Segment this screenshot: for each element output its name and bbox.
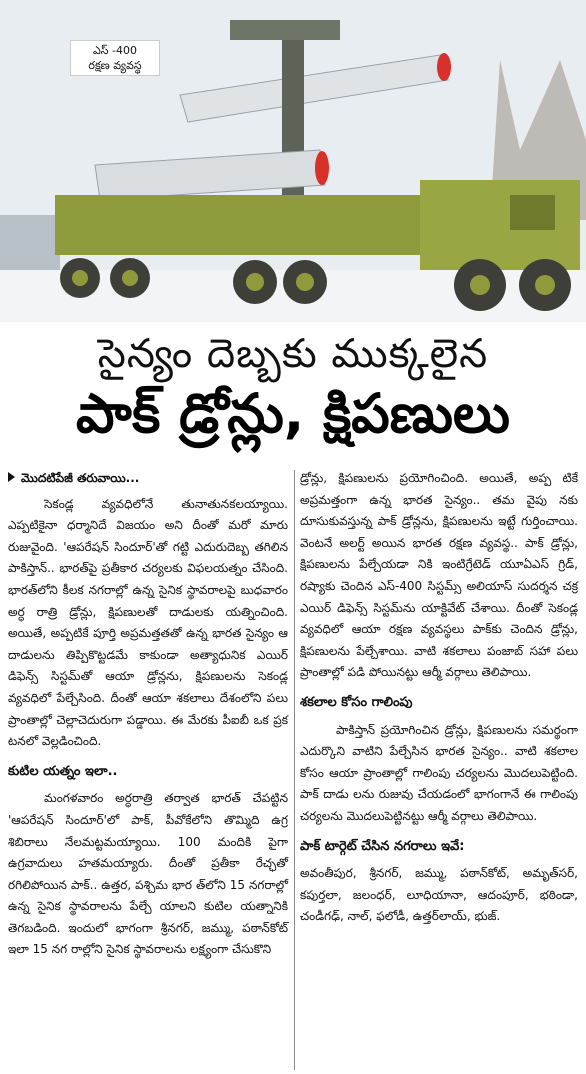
left-paragraph: సెకండ్ల వ్యవధిలోనే తునాతునకలయ్యాయి. ఎప్పటికైనా ధర్మానిదే విజయం అని దీంతో మరో మారు రుజువైంది. 'ఆపరేషన్‌ సిందూర్‌'తో గట్టి ఎదురుదెబ్బ తగిలిన పాకిస్తాన్‌.. భారత్‌పై ప్రతీకార చర్యలకు విఫలయత్నం చేసింది. భారత్‌లోని కీలక నగరాల్లో ఉన్న సైనిక స్థావరాలపై బుధవారం అర్ధ రాత్రి డ్రోన్లు, క్షిపణులతో దాడులకు యత్నించింది. అయితే, అప్పటికే పూర్తి అప్రమత్తతతో ఉన్న భారత సైన్యం ఆ దాడులను తిప్పికొట్టడమే కాకుండా అత్యాధునిక ఎయిర్‌ డిఫెన్స్‌ సిస్టమ్‌తో ఆయా డ్రోన్లను, క్షిపణులను సెకండ్ల వ్యవధిలో పేల్చేసింది. దీంతో ఆయా శకలాలు దేశంలోని పలు ప్రాంతాల్లో చెల్లాచెదురుగా పడ్డాయి. ఈ మేరకు పీఐబీ ఒక ప్రక టనలో వెల్లడించింది. <box>8 496 288 749</box>
left-paragraph-2: మంగళవారం అర్ధరాత్రి తర్వాత భారత్‌ చేపట్టిన 'ఆపరేషన్‌ సిందూర్‌'లో పాక్‌, పీవోకేలోని తొమ్మిది ఉగ్ర శిబిరాలు నేలమట్టమయ్యాయి. 100 మందికి పైగా ఉగ్రవాదులు హతమయ్యారు. దీంతో ప్రతీకా రేచ్ఛతో రగిలిపోయిన పాక్‌.. ఉత్తర, పశ్చిమ భార త్‌లోని 15 నగరాల్లో ఉన్న సైనిక స్థావరాలను పేల్చే యాలని కుటిల యత్నానికి తెగబడింది. ఇందులో భాగంగా శ్రీనగర్‌, జమ్ము, పఠాన్‌కోట్‌ ఇలా 15 నగ రాల్లోని సైనిక స్థావరాలను లక్ష్యంగా చేసుకొని <box>8 791 288 957</box>
right-column <box>300 468 578 928</box>
kicker-text: మొదటిపేజీ తరువాయి... <box>21 471 140 485</box>
continued-kicker <box>8 468 288 490</box>
caption-line-1: ఎస్‌ -400 <box>92 44 137 57</box>
headline-line-2: పాక్‌ డ్రోన్లు, క్షిపణులు <box>76 382 510 445</box>
column-divider <box>294 470 295 1070</box>
triangle-arrow-icon <box>8 472 15 482</box>
right-paragraph-2: పాకిస్తాన్‌ ప్రయోగించిన డ్రోన్లు, క్షిపణులను సమర్థంగా ఎదుర్కొని వాటిని పేల్చేసిన భారత సైన్యం.. వాటి శకలాల కోసం ఆయా ప్రాంతాల్లో గాలింపు చర్యలను మొదలుపెట్టింది. పాక్‌ దాడు లను రుజువు చేయడంలో భాగంగానే ఈ గాలింపు చర్యలను మొదలుపెట్టినట్టు ఆర్మీ వర్గాలు తెలిపాయి. <box>300 722 578 823</box>
left-column <box>8 468 288 961</box>
right-paragraph: డ్రోన్లు, క్షిపణులను ప్రయోగించింది. అయితే, అప్ప టికే అప్రమత్తంగా ఉన్న భారత సైన్యం.. తమ వైపు నకు దూసుకువస్తున్న పాక్‌ డ్రోన్లను, క్షిపణులను ఇట్టే గుర్తించాయి. వెంటనే అలర్ట్‌ అయిన భారత రక్షణ వ్యవస్థ.. పాక్‌ డ్రోన్లు, క్షిపణులను పేల్చేయడా నికి ఇంటిగ్రేటెడ్‌ యూఏఎస్‌ గ్రిడ్‌, రష్యాకు చెందిన ఎస్‌-400 సిస్టమ్స్‌ అలియాస్‌ సుదర్శన చక్ర ఎయిర్‌ డిఫెన్స్‌ సిస్టమ్‌ను యాక్టివేట్‌ చేశాయి. దీంతో సెకండ్ల వ్యవధిలో ఆయా రక్షణ వ్యవస్థలు పాక్‌కు చెందిన డ్రోన్లు, క్షిపణులను పేల్చేశాయి. వాటి శకలాలు పంజాబ్‌ సహా పలు ప్రాంతాల్లో పడి పోయినట్టు ఆర్మీ వర్గాలు తెలిపాయి. <box>300 471 578 680</box>
right-subheading-2: పాక్‌ టార్గెట్‌ చేసిన నగరాలు ఇవే: <box>300 838 465 854</box>
cities-list: అవంతీపుర, శ్రీనగర్‌, జమ్ము, పఠాన్‌కోట్‌, అమృత్‌సర్‌, కపుర్తలా, జలంధర్‌, లూధియానా, ఆదంపూర్‌, భఠిండా, చండీగఢ్‌, నాల్‌, ఫలోడీ, ఉత్తర్‌లాయ్‌, భుజ్‌. <box>300 866 578 924</box>
headline-line-1: సైన్యం దెబ్బకు ముక్కలైన <box>97 331 489 377</box>
truck <box>55 180 580 311</box>
right-subheading-1: శకలాల కోసం గాలింపు <box>300 694 413 710</box>
left-subheading: కుటిల యత్నం ఇలా.. <box>8 763 118 779</box>
caption-line-2: రక్షణ వ్యవస్థ <box>88 59 142 72</box>
photo-caption <box>70 40 160 76</box>
